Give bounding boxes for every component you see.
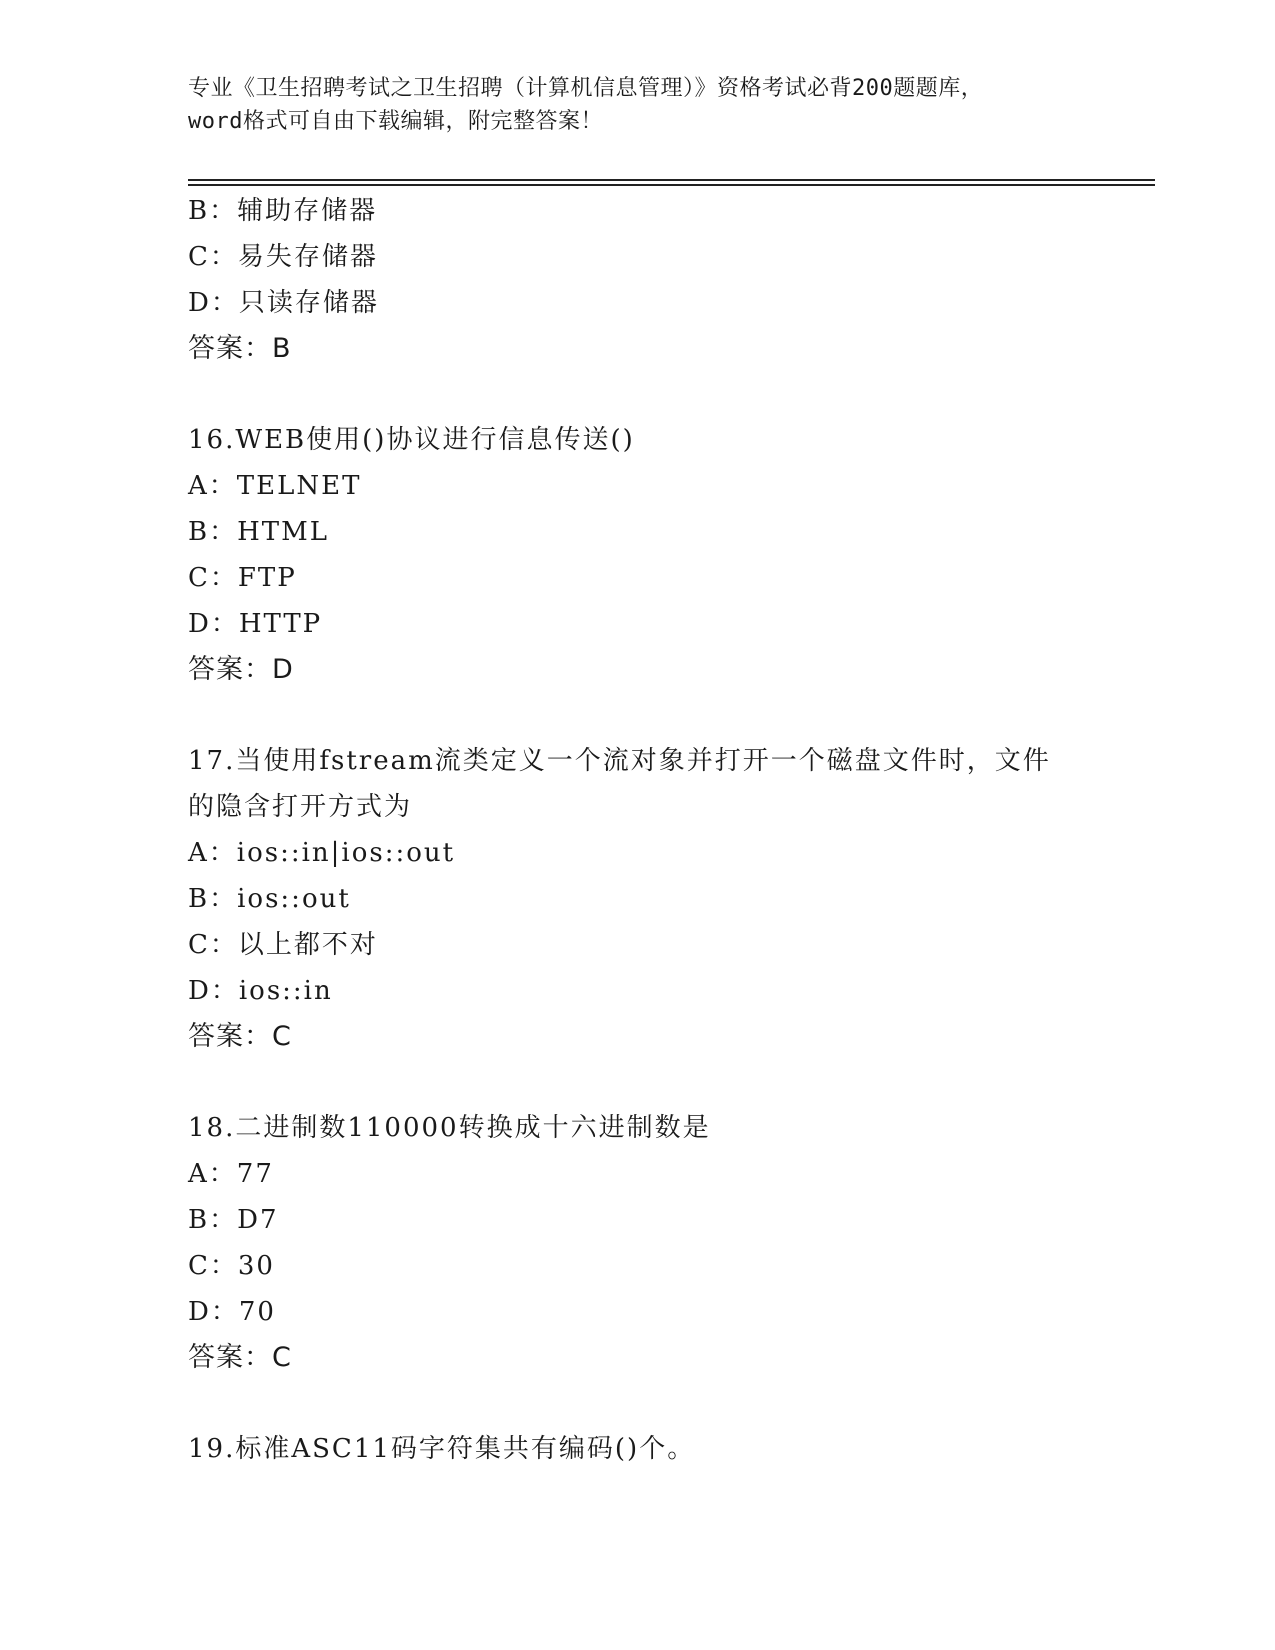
option-c: C：易失存储器: [188, 242, 378, 272]
option-c: C：FTP: [188, 563, 297, 593]
question-text: 19.标准ASC11码字符集共有编码()个。: [188, 1434, 696, 1464]
answer-line: 答案：D: [188, 654, 294, 685]
option-b: B：ios::out: [188, 884, 351, 914]
header-divider-bottom: [188, 184, 1155, 186]
option-c: C：以上都不对: [188, 930, 378, 960]
question-text: 18.二进制数110000转换成十六进制数是: [188, 1113, 711, 1143]
option-b: B：辅助存储器: [188, 196, 378, 226]
question-block-16: [188, 417, 1088, 693]
question-block-18: [188, 1105, 1088, 1381]
header-divider-top: [188, 179, 1155, 181]
header-line-1: 专业《卫生招聘考试之卫生招聘（计算机信息管理）》资格考试必背200题题库，: [188, 76, 984, 101]
question-text: 16.WEB使用()协议进行信息传送(): [188, 425, 635, 455]
answer-line: 答案：C: [188, 1021, 292, 1052]
question-list: [188, 188, 1088, 1472]
option-b: B：D7: [188, 1205, 279, 1235]
option-d: D：HTTP: [188, 609, 323, 639]
answer-line: 答案：C: [188, 1342, 292, 1373]
question-text-line-1: 17.当使用fstream流类定义一个流对象并打开一个磁盘文件时，文件: [188, 746, 1051, 776]
question-text-line-2: 的隐含打开方式为: [188, 792, 413, 822]
option-d: D：ios::in: [188, 976, 333, 1006]
header-line-2: word格式可自由下载编辑，附完整答案！: [188, 109, 603, 134]
option-d: D：70: [188, 1297, 276, 1327]
question-block-15: [188, 188, 1088, 372]
option-c: C：30: [188, 1251, 275, 1281]
document-header: [188, 72, 1088, 138]
question-block-17: [188, 738, 1088, 1060]
option-d: D：只读存储器: [188, 288, 379, 318]
option-b: B：HTML: [188, 517, 330, 547]
option-a: A：TELNET: [188, 471, 362, 501]
question-block-19: [188, 1426, 1088, 1472]
option-a: A：ios::in|ios::out: [188, 838, 456, 868]
answer-line: 答案：B: [188, 333, 292, 364]
option-a: A：77: [188, 1159, 274, 1189]
